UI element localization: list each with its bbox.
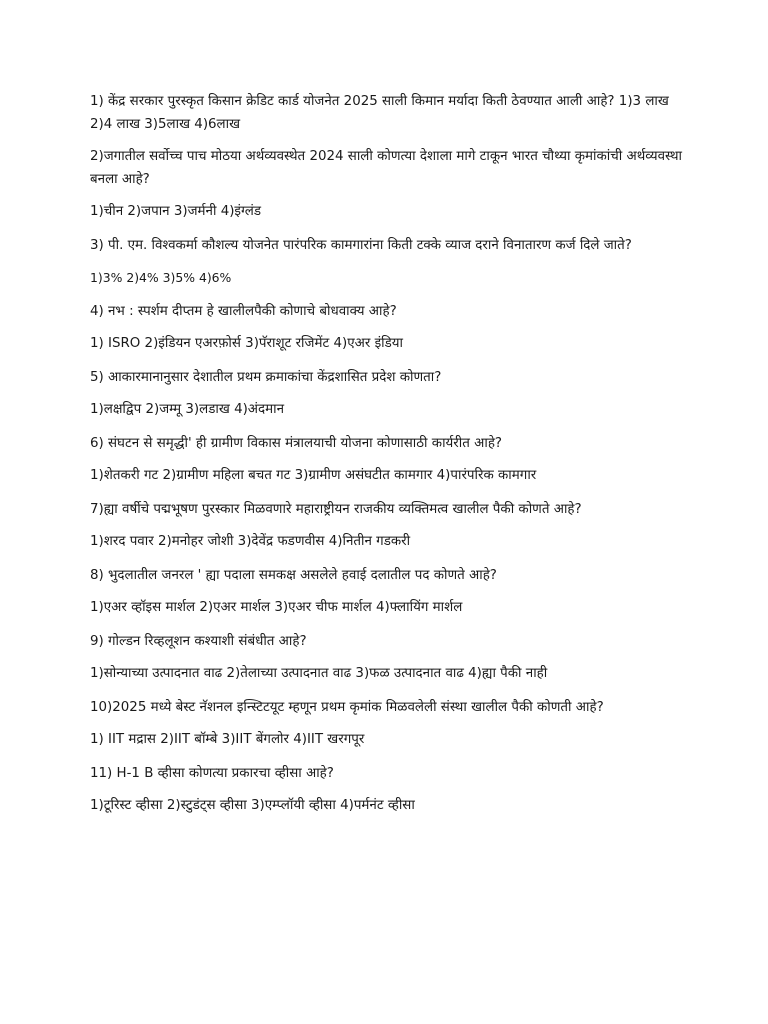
options-10: 1) IIT मद्रास 2)IIT बॉम्बे 3)IIT बेंगलोर 4)IIT खरगपूर xyxy=(90,732,365,747)
options-2: 1)चीन 2)जपान 3)जर्मनी 4)इंग्लंड xyxy=(90,204,262,219)
question-8: 8) भुदलातील जनरल ' ह्या पदाला समकक्ष असलेले हवाई दलातील पद कोणते आहे? xyxy=(90,568,497,583)
options-3: 1)3% 2)4% 3)5% 4)6% xyxy=(90,270,232,285)
question-11: 11) H-1 B व्हीसा कोणत्या प्रकारचा व्हीसा आहे? xyxy=(90,766,334,781)
question-7: 7)ह्या वर्षीचे पद्मभूषण पुरस्कार मिळवणारे महाराष्ट्रीयन राजकीय व्यक्तिमत्व खालील पैकी कोणते आहे? xyxy=(90,502,582,517)
question-9: 9) गोल्डन रिव्हलूशन कश्याशी संबंधीत आहे? xyxy=(90,634,307,649)
question-3: 3) पी. एम. विश्वकर्मा कौशल्य योजनेत पारंपरिक कामगारांना किती टक्के व्याज दराने विनातारण कर्ज दिले जाते? xyxy=(90,238,632,253)
options-8: 1)एअर व्हॉइस मार्शल 2)एअर मार्शल 3)एअर चीफ मार्शल 4)फ्लायिंग मार्शल xyxy=(90,600,463,615)
options-7: 1)शरद पवार 2)मनोहर जोशी 3)देवेंद्र फडणवीस 4)नितीन गडकरी xyxy=(90,534,411,549)
options-4: 1) ISRO 2)इंडियन एअरफ़ोर्स 3)पॅराशूट रजिमेंट 4)एअर इंडिया xyxy=(90,336,404,351)
question-6: 6) संघटन से समृद्धी' ही ग्रामीण विकास मंत्रालयाची योजना कोणासाठी कार्यरीत आहे? xyxy=(90,436,503,451)
question-4: 4) नभ : स्पर्शम दीप्तम हे खालीलपैकी कोणाचे बोधवाक्य आहे? xyxy=(90,304,397,319)
question-5: 5) आकारमानानुसार देशातील प्रथम क्रमाकांचा केंद्रशासित प्रदेश कोणता? xyxy=(90,370,442,385)
options-11: 1)टूरिस्ट व्हीसा 2)स्टुडंट्स व्हीसा 3)एम्प्लॉयी व्हीसा 4)पर्मनंट व्हीसा xyxy=(90,798,415,813)
question-1: 1) केंद्र सरकार पुरस्कृत किसान क्रेडिट कार्ड योजनेत 2025 साली किमान मर्यादा किती ठेवण्यात आली आहे? 1)3 लाख 2)4 लाख 3)5लाख 4)6लाख xyxy=(90,94,669,132)
question-10: 10)2025 मध्ये बेस्ट नॅशनल इन्स्टिटयूट म्हणून प्रथम कृमांक मिळवलेली संस्था खालील पैकी कोणती आहे? xyxy=(90,700,604,715)
options-9: 1)सोन्याच्या उत्पादनात वाढ 2)तेलाच्या उत्पादनात वाढ 3)फळ उत्पादनात वाढ 4)ह्या पैकी नाही xyxy=(90,666,548,681)
options-6: 1)शेतकरी गट 2)ग्रामीण महिला बचत गट 3)ग्रामीण असंघटीत कामगार 4)पारंपरिक कामगार xyxy=(90,468,537,483)
question-2: 2)जगातील सर्वोच्च पाच मोठया अर्थव्यवस्थेत 2024 साली कोणत्या देशाला मागे टाकून भारत चौथ्या कृमांकांची अर्थव्यवस्था बनला आहे? xyxy=(90,149,683,187)
options-5: 1)लक्षद्विप 2)जम्मू 3)लडाख 4)अंदमान xyxy=(90,402,285,417)
